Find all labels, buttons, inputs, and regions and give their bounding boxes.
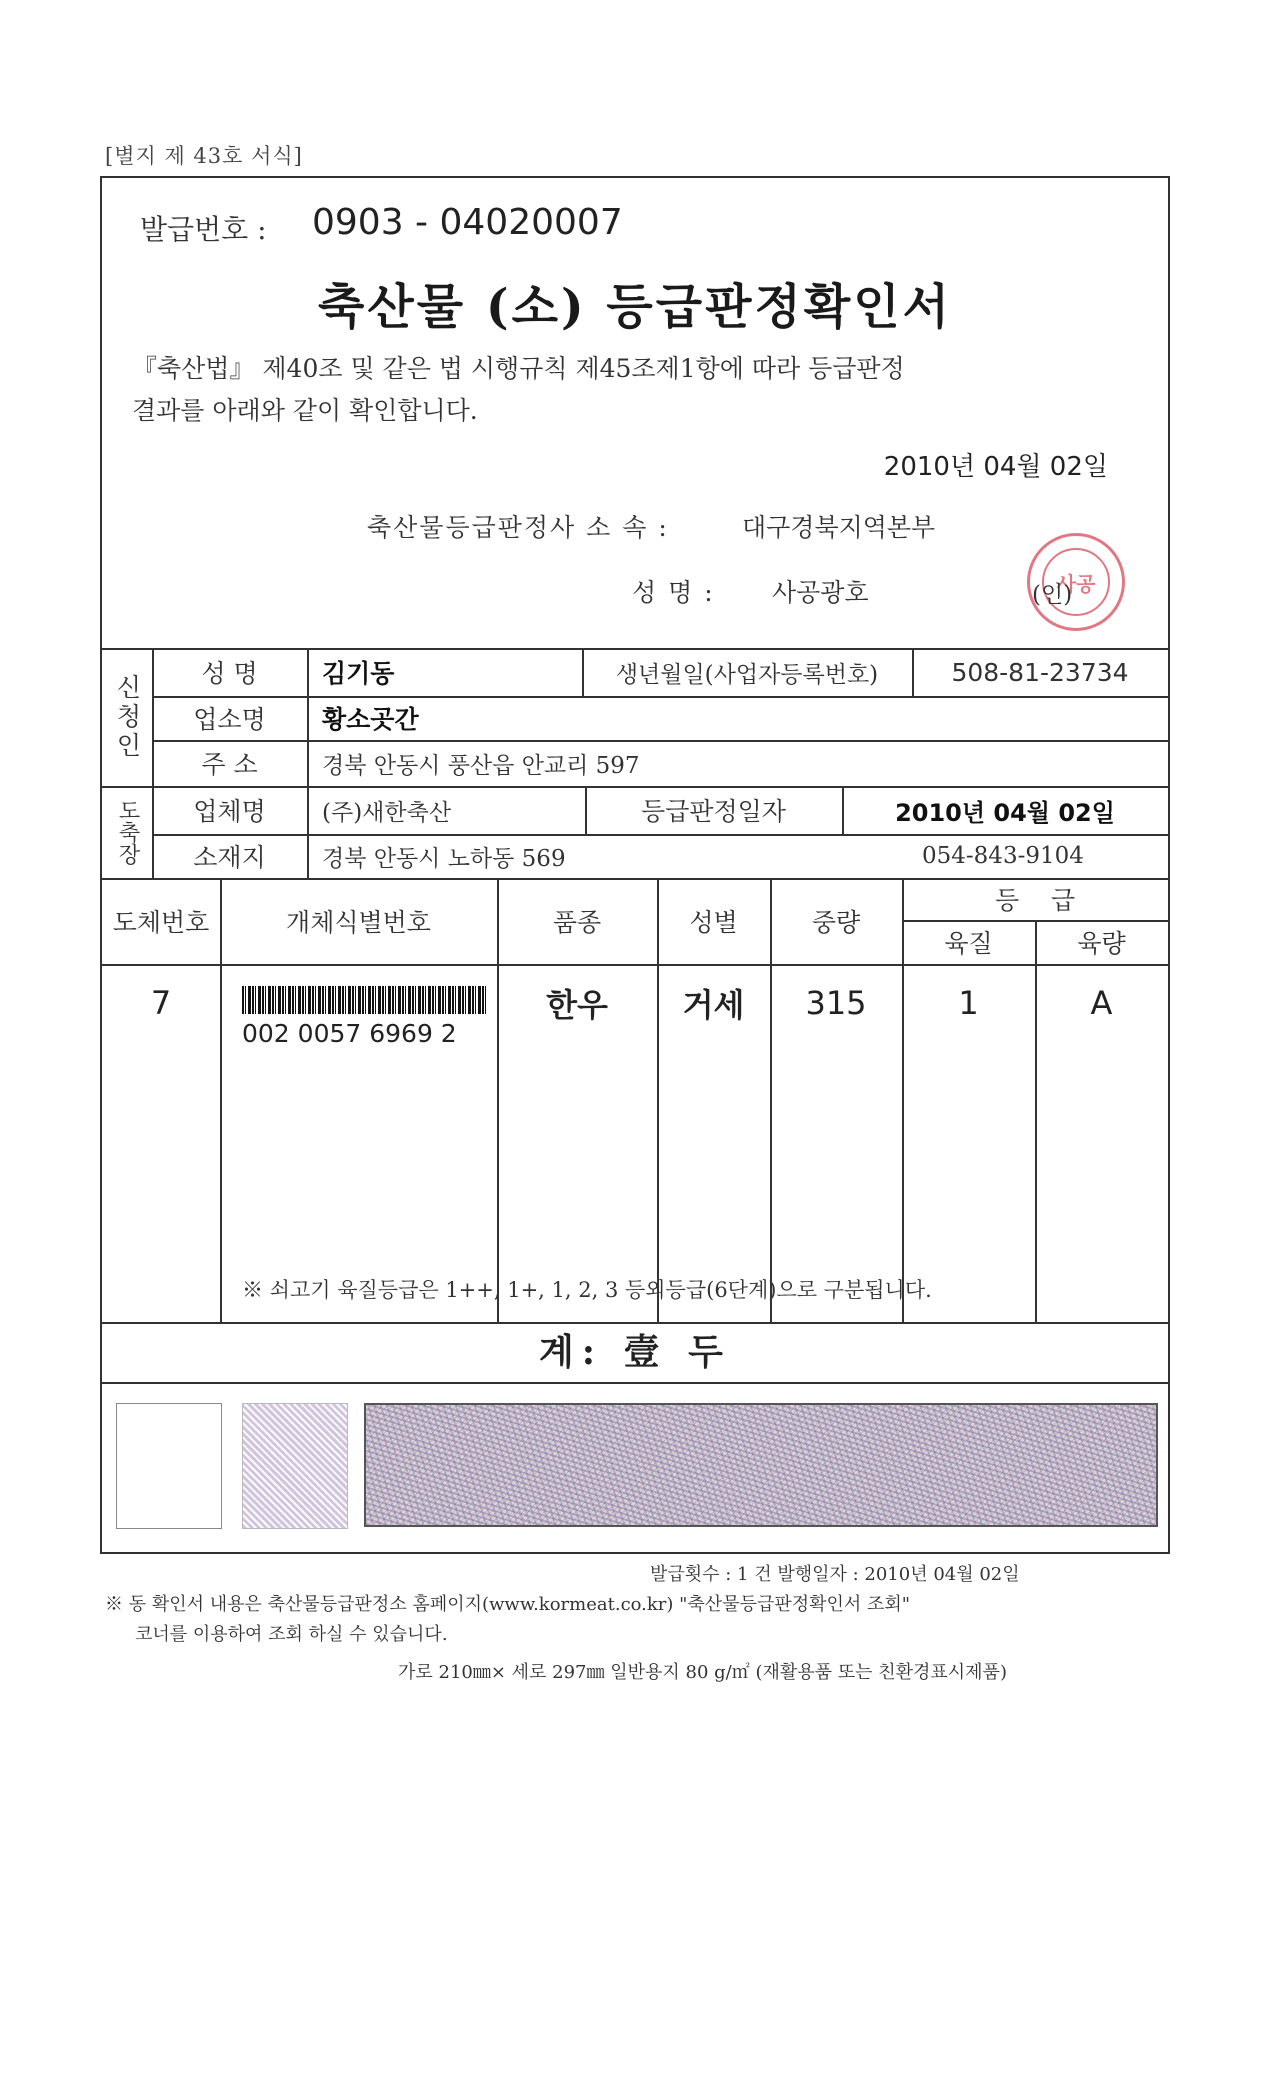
slaughterhouse-phone: 054-843-9104 bbox=[922, 843, 1084, 869]
business-name-label: 업소명 bbox=[193, 705, 266, 734]
company-name-label: 업체명 bbox=[193, 797, 266, 826]
individual-id-number: 002 0057 6969 2 bbox=[242, 1018, 457, 1048]
breed-value: 한우 bbox=[546, 986, 608, 1024]
intro-line-2: 결과를 아래와 같이 확인합니다. bbox=[132, 396, 478, 425]
applicant-section-text: 신청인 bbox=[113, 673, 142, 761]
grade-note: ※ 쇠고기 육질등급은 1++, 1+, 1, 2, 3 등외등급(6단계)으로 구분됩니다. bbox=[242, 1278, 932, 1302]
issue-number: 0903 - 04020007 bbox=[312, 202, 623, 243]
yield-grade-value: A bbox=[1090, 984, 1113, 1022]
applicant-section-label bbox=[102, 648, 152, 786]
applicant-name: 김기동 bbox=[322, 659, 395, 688]
slaughterhouse-address: 경북 안동시 노하동 569 bbox=[322, 845, 566, 872]
slaughterhouse-section-text: 도축장 bbox=[115, 799, 140, 865]
grading-date-label: 등급판정일자 bbox=[641, 797, 786, 826]
security-pattern bbox=[364, 1403, 1158, 1527]
header-breed: 품종 bbox=[552, 908, 602, 937]
grader-name: 사공광호 bbox=[772, 578, 869, 607]
sex-value: 거세 bbox=[682, 986, 745, 1024]
qr-code-icon bbox=[242, 1403, 348, 1529]
issue-number-label: 발급번호 : bbox=[140, 213, 267, 246]
seal-label: (인) bbox=[1032, 582, 1073, 608]
header-sex: 성별 bbox=[689, 908, 738, 937]
intro-line-1: 『축산법』 제40조 및 같은 법 시행규칙 제45조제1항에 따라 등급판정 bbox=[132, 354, 905, 383]
stamp-box bbox=[116, 1403, 222, 1529]
affiliation-value: 대구경북지역본부 bbox=[742, 513, 936, 542]
divider bbox=[102, 964, 1168, 966]
seal-text: 사공 bbox=[1056, 571, 1096, 596]
header-individual-id: 개체식별번호 bbox=[286, 908, 431, 937]
header-quality-grade: 육질 bbox=[944, 929, 993, 958]
issue-count: 발급횟수 : 1 건 발행일자 : 2010년 04월 02일 bbox=[650, 1564, 1020, 1585]
total-count: 계: 壹 두 bbox=[539, 1331, 731, 1373]
header-weight: 중량 bbox=[811, 908, 861, 937]
address-label: 주 소 bbox=[201, 750, 258, 779]
business-registration-number: 508-81-23734 bbox=[951, 657, 1129, 687]
header-grade: 등 급 bbox=[994, 886, 1076, 915]
header-yield-grade: 육량 bbox=[1077, 929, 1126, 958]
slaughterhouse-section-label bbox=[102, 786, 152, 878]
issue-date: 2010년 04월 02일 bbox=[883, 452, 1108, 482]
intro-text bbox=[132, 348, 1142, 432]
grader-name-label: 성 명 : bbox=[632, 578, 715, 607]
location-label: 소재지 bbox=[193, 843, 266, 872]
applicant-name-label: 성 명 bbox=[201, 659, 258, 688]
divider bbox=[307, 648, 309, 878]
affiliation-label: 축산물등급판정사 소 속 : bbox=[367, 513, 669, 542]
document-title: 축산물 (소) 등급판정확인서 bbox=[318, 279, 952, 335]
quality-grade-value: 1 bbox=[958, 984, 979, 1022]
company-name: (주)새한축산 bbox=[322, 799, 452, 826]
certificate-frame bbox=[100, 176, 1170, 1554]
footer-note-line-1: ※ 동 확인서 내용은 축산물등급판정소 홈페이지(www.kormeat.co.kr) "축산물등급판정확인서 조회" bbox=[105, 1594, 911, 1615]
applicant-address: 경북 안동시 풍산읍 안교리 597 bbox=[322, 752, 640, 779]
paper-spec: 가로 210㎜× 세로 297㎜ 일반용지 80 g/㎡ (재활용품 또는 친환경표시제품) bbox=[398, 1662, 1007, 1683]
barcode-icon bbox=[242, 986, 487, 1014]
divider bbox=[102, 1382, 1168, 1384]
form-label: [별지 제 43호 서식] bbox=[105, 144, 303, 168]
business-name: 황소곳간 bbox=[322, 705, 419, 734]
footer-note-line-2: 코너를 이용하여 조회 하실 수 있습니다. bbox=[135, 1624, 448, 1645]
birth-label: 생년월일(사업자등록번호) bbox=[615, 661, 879, 688]
carcass-number: 7 bbox=[150, 984, 172, 1022]
grading-date: 2010년 04월 02일 bbox=[895, 798, 1115, 827]
header-carcass-no: 도체번호 bbox=[112, 908, 210, 937]
weight-value: 315 bbox=[805, 984, 867, 1022]
